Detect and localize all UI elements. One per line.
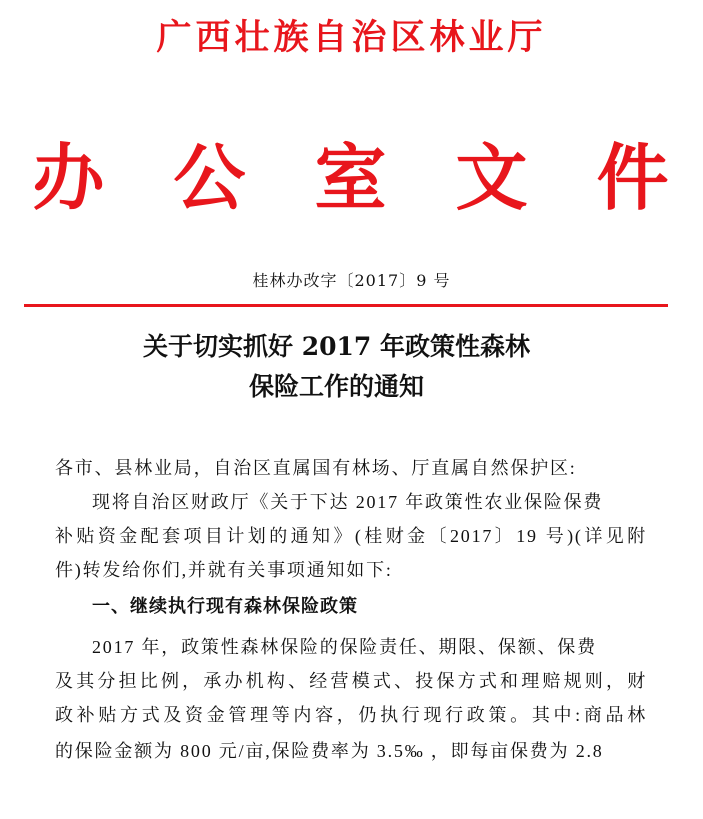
paragraph-1-line-1: 现将自治区财政厅《关于下达 2017 年政策性农业保险保费 bbox=[92, 492, 604, 512]
paragraph-2-line-4: 的保险金额为 800 元/亩,保险费率为 3.5‰ ，即每亩保费为 2.8 bbox=[55, 741, 604, 761]
paragraph-1-line-3: 件)转发给你们,并就有关事项通知如下: bbox=[55, 560, 393, 580]
red-divider-line bbox=[24, 304, 668, 307]
paragraph-1-line-2: 补贴资金配套项目计划的通知》(桂财金〔2017〕19 号)(详见附 bbox=[55, 526, 647, 546]
issuing-agency: 广西壮族自治区林业厅 bbox=[156, 17, 547, 58]
document-number: 桂林办改字〔2017〕9 号 bbox=[252, 271, 451, 290]
notice-title-line-1: 关于切实抓好 2017 年政策性森林 bbox=[143, 332, 530, 361]
notice-title bbox=[0, 327, 703, 407]
document-header-title: 办 公 室 文 件 bbox=[32, 135, 691, 220]
paragraph-2-line-1: 2017 年，政策性森林保险的保险责任、期限、保额、保费 bbox=[92, 637, 597, 657]
salutation: 各市、县林业局，自治区直属国有林场、厅直属自然保护区: bbox=[55, 458, 577, 478]
notice-title-line-2: 保险工作的通知 bbox=[248, 372, 424, 401]
paragraph-2-line-3: 政补贴方式及资金管理等内容，仍执行现行政策。其中:商品林 bbox=[55, 705, 647, 725]
section-1-heading: 一、继续执行现有森林保险政策 bbox=[92, 596, 358, 617]
paragraph-2-line-2: 及其分担比例，承办机构、经营模式、投保方式和理赔规则，财 bbox=[55, 671, 647, 691]
